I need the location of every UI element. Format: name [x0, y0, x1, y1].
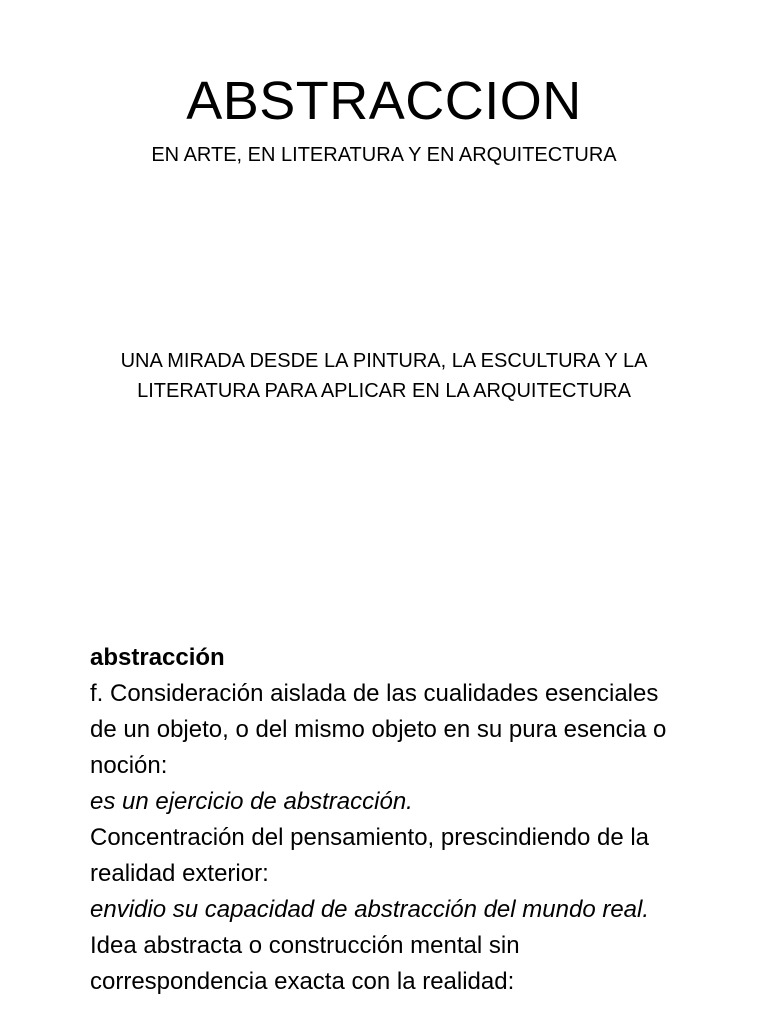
slide-tagline: UNA MIRADA DESDE LA PINTURA, LA ESCULTURA Y LA LITERATURA PARA APLICAR EN LA ARQUITECTURA [120, 350, 648, 402]
definition-sense-2: Concentración del pensamiento, prescindiendo de la realidad exterior: [90, 824, 650, 887]
definition-sense-3: Idea abstracta o construcción mental sin correspondencia exacta con la realidad: [90, 932, 520, 995]
definition-example-1: es un ejercicio de abstracción. [90, 788, 413, 815]
definition-slide [0, 610, 768, 1024]
definition-sense-1: f. Consideración aislada de las cualidades esenciales de un objeto, o del mismo objeto en su pura esencia o noción: [90, 680, 667, 779]
slide-subtitle: EN ARTE, EN LITERATURA Y EN ARQUITECTURA [151, 144, 617, 166]
definition-term: abstracción [90, 644, 225, 671]
definition-example-2: envidio su capacidad de abstracción del mundo real. [90, 896, 650, 923]
definition-block [90, 640, 690, 1000]
slide-title: ABSTRACCION [186, 71, 582, 131]
